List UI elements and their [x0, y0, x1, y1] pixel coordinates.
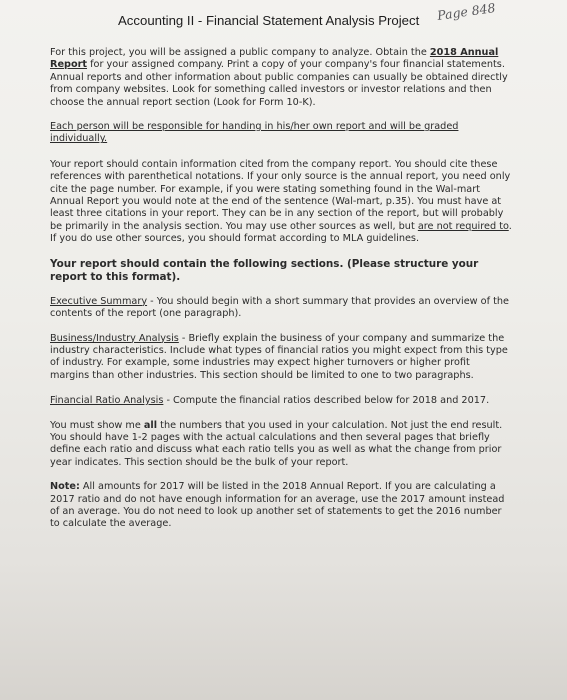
intro-paragraph: [50, 47, 512, 109]
note-paragraph: [50, 481, 512, 531]
section-business-industry-analysis: [50, 333, 512, 383]
business-analysis-title: Business/Industry Analysis: [50, 332, 179, 344]
business-analysis-text: - Briefly explain the business of your company and summarize the industry characteristics. Include what types of financial ratios you might expect from this type of industry. For example, some industries may expect higher turnovers or higher profit margins than other industries. This section should be limited to one to two paragraphs.: [50, 332, 508, 381]
document-content: [50, 0, 512, 531]
note-text: All amounts for 2017 will be listed in the 2018 Annual Report. If you are calculating a 2017 ratio and do not have enough information for an average, use the 2017 amount instead of an average. You do not need to look up another set of statements to get the 2016 number to calculate the average.: [50, 481, 505, 530]
annual-report-emphasis: 2018 Annual Report: [50, 47, 499, 71]
executive-summary-text: - You should begin with a short summary that provides an overview of the contents of the report (one paragraph).: [50, 295, 509, 320]
structure-heading: Your report should contain the following sections. (Please structure your report to this format).: [50, 257, 479, 283]
not-required-emphasis: are not required to: [417, 220, 509, 232]
intro-text-1: For this project, you will be assigned a public company to analyze. Obtain the: [50, 47, 430, 58]
note-label: Note:: [50, 481, 80, 493]
citations-text-2: . If you do use other sources, you should format according to MLA guidelines.: [50, 220, 512, 245]
section-executive-summary: [50, 296, 512, 321]
citations-text-1: Your report should contain information cited from the company report. You should cite these references with parenthetical notations. If your only source is the annual report, you need only cite the page number. For example, if you were stating something found in the Wal-mart Annual Report you would note at the end of the sentence (Wal-mart, p.35). You must have at least three citations in your report. They can be in any section of the report, but will probably be primarily in the analysis section. You may use other sources as well, but: [50, 158, 511, 232]
individual-grading-note: Each person will be responsible for handing in his/her own report and will be graded individually.: [50, 121, 459, 145]
ratio-analysis-title: Financial Ratio Analysis: [50, 395, 164, 407]
ratio-analysis-text: - Compute the financial ratios described below for 2018 and 2017.: [163, 395, 490, 407]
citations-paragraph: [50, 159, 512, 246]
page-header: [50, 0, 512, 40]
section-financial-ratio-analysis: [50, 395, 512, 407]
calculations-text-2: the numbers that you used in your calculation. Not just the end result. You should have 1-2 pages with the actual calculations and then several pages that briefly define each ratio and discuss what each ratio tells you as well as what the change from prior year indicates. This section should be the bulk of your report.: [50, 419, 503, 468]
handwritten-page-note: Page 848: [436, 0, 497, 24]
executive-summary-title: Executive Summary: [50, 295, 148, 307]
page-title: Accounting II - Financial Statement Analysis Project: [118, 13, 420, 28]
all-emphasis: all: [143, 419, 158, 431]
intro-text-2: for your assigned company. Print a copy of your company's four financial statements. Annual reports and other information about public companies can usually be obtained directly from company websites. Look for something called investors or investor relations and then choose the annual report section (Look for Form 10-K).: [50, 59, 508, 108]
calculations-text-1: You must show me: [50, 419, 144, 431]
calculations-paragraph: [50, 420, 512, 470]
